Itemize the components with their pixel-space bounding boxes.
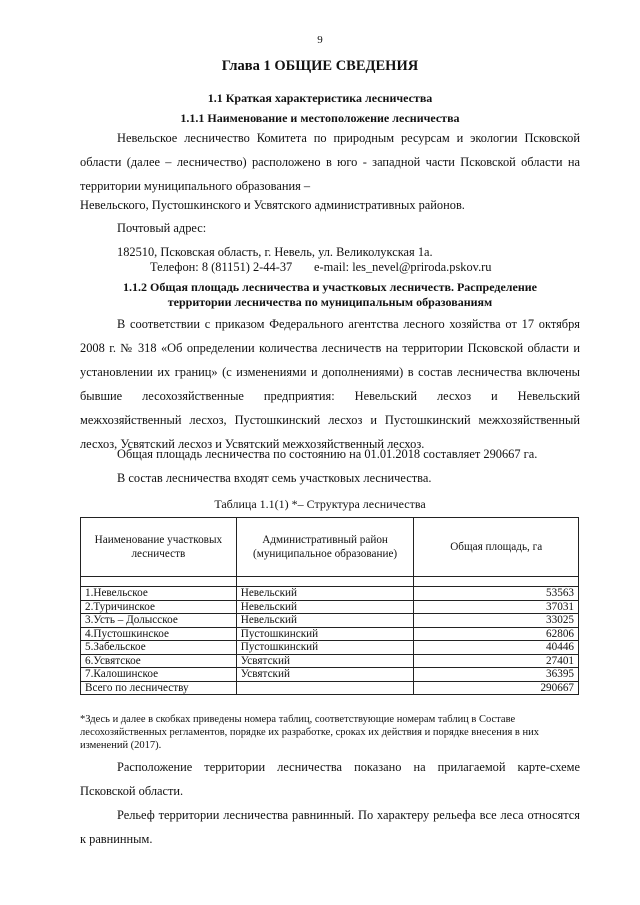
- header-district: Административный район (муниципальное образование): [236, 518, 414, 577]
- row-area: 40446: [414, 641, 579, 655]
- postal-label: Почтовый адрес:: [117, 221, 207, 235]
- row-district: Невельский: [236, 600, 414, 614]
- row-name: 3.Усть – Долысское: [81, 614, 237, 628]
- postal-address: 182510, Псковская область, г. Невель, ул. Великолукская 1а.: [117, 245, 433, 259]
- paragraph-location: [80, 126, 580, 198]
- total-label: Всего по лесничеству: [81, 681, 237, 695]
- row-district: Усвятский: [236, 668, 414, 682]
- row-area: 36395: [414, 668, 579, 682]
- table-row: [81, 627, 579, 641]
- header-area: Общая площадь, га: [414, 518, 579, 577]
- section-heading-1-1-2: [80, 280, 580, 310]
- row-district: Невельский: [236, 587, 414, 601]
- table-total-row: [81, 681, 579, 695]
- structure-table: [80, 517, 579, 695]
- row-name: 4.Пустошкинское: [81, 627, 237, 641]
- section-heading-1-1-1: 1.1.1 Наименование и местоположение лесничества: [180, 111, 460, 125]
- header-name: Наименование участковых лесничеств: [81, 518, 237, 577]
- phone-number: Телефон: 8 (81151) 2-44-37: [150, 260, 293, 274]
- row-district: Пустошкинский: [236, 627, 414, 641]
- row-district: Пустошкинский: [236, 641, 414, 655]
- table-row: [81, 654, 579, 668]
- paragraph-seven: В состав лесничества входят семь участковых лесничества.: [117, 471, 432, 485]
- table-spacer-row: [81, 577, 579, 587]
- row-area: 37031: [414, 600, 579, 614]
- paragraph-map-text: Расположение территории лесничества показано на прилагаемой карте-схеме Псковской области.: [80, 760, 580, 798]
- table-row: [81, 587, 579, 601]
- paragraph-relief-text: Рельеф территории лесничества равнинный. По характеру рельефа все леса относятся к равнинным.: [80, 808, 580, 846]
- row-name: 7.Калошинское: [81, 668, 237, 682]
- row-area: 62806: [414, 627, 579, 641]
- row-district: Усвятский: [236, 654, 414, 668]
- row-name: 2.Туричинское: [81, 600, 237, 614]
- paragraph-total-area: Общая площадь лесничества по состоянию на 01.01.2018 составляет 290667 га.: [117, 447, 538, 461]
- paragraph-order: [80, 312, 580, 456]
- table-row: [81, 614, 579, 628]
- paragraph-location-text: Невельское лесничество Комитета по природным ресурсам и экологии Псковской области (далее – лесничество) расположено в юго - западной части Псковской области на территории муниципального образования –: [80, 131, 580, 193]
- table-caption: Таблица 1.1(1) *– Структура лесничества: [214, 497, 426, 511]
- table-header-row: [81, 518, 579, 577]
- total-area: 290667: [414, 681, 579, 695]
- row-district: Невельский: [236, 614, 414, 628]
- row-name: 5.Забельское: [81, 641, 237, 655]
- paragraph-relief: [80, 803, 580, 851]
- row-area: 33025: [414, 614, 579, 628]
- paragraph-map: [80, 755, 580, 803]
- page-number: 9: [317, 34, 323, 46]
- email-address: e-mail: les_nevel@priroda.pskov.ru: [314, 260, 492, 274]
- row-name: 6.Усвятское: [81, 654, 237, 668]
- table-footnote: *Здесь и далее в скобках приведены номера таблиц, соответствующие номерам таблиц в Составе лесохозяйственных регламентов, порядке их разработке, сроках их действия и порядке внесения в них изменений (2017).: [80, 714, 539, 751]
- chapter-title: Глава 1 ОБЩИЕ СВЕДЕНИЯ: [221, 58, 419, 74]
- row-area: 27401: [414, 654, 579, 668]
- paragraph-order-text: В соответствии с приказом Федерального агентства лесного хозяйства от 17 октября 2008 г. № 318 «Об определении количества лесничеств на территории Псковской области и установлении их границ» (с изменениями и дополнениями) в состав лесничества включены бывшие лесохозяйственные предприятия: Невельский лесхоз и Невельский межхозяйственный лесхоз, Пустошкинский лесхоз и Пустошкинский межхозяйственный лесхоз, Усвятский лесхоз и Усвятский межхозяйственный лесхоз.: [80, 317, 580, 451]
- section-heading-1-1-2-line2: территории лесничества по муниципальным образованиям: [167, 295, 493, 309]
- paragraph-districts: Невельского, Пустошкинского и Усвятского административных районов.: [80, 198, 465, 212]
- section-heading-1-1: 1.1 Краткая характеристика лесничества: [207, 91, 433, 105]
- section-heading-1-1-2-line1: 1.1.2 Общая площадь лесничества и участковых лесничеств. Распределение: [123, 280, 537, 294]
- row-area: 53563: [414, 587, 579, 601]
- table-row: [81, 668, 579, 682]
- table-row: [81, 641, 579, 655]
- table-row: [81, 600, 579, 614]
- row-name: 1.Невельское: [81, 587, 237, 601]
